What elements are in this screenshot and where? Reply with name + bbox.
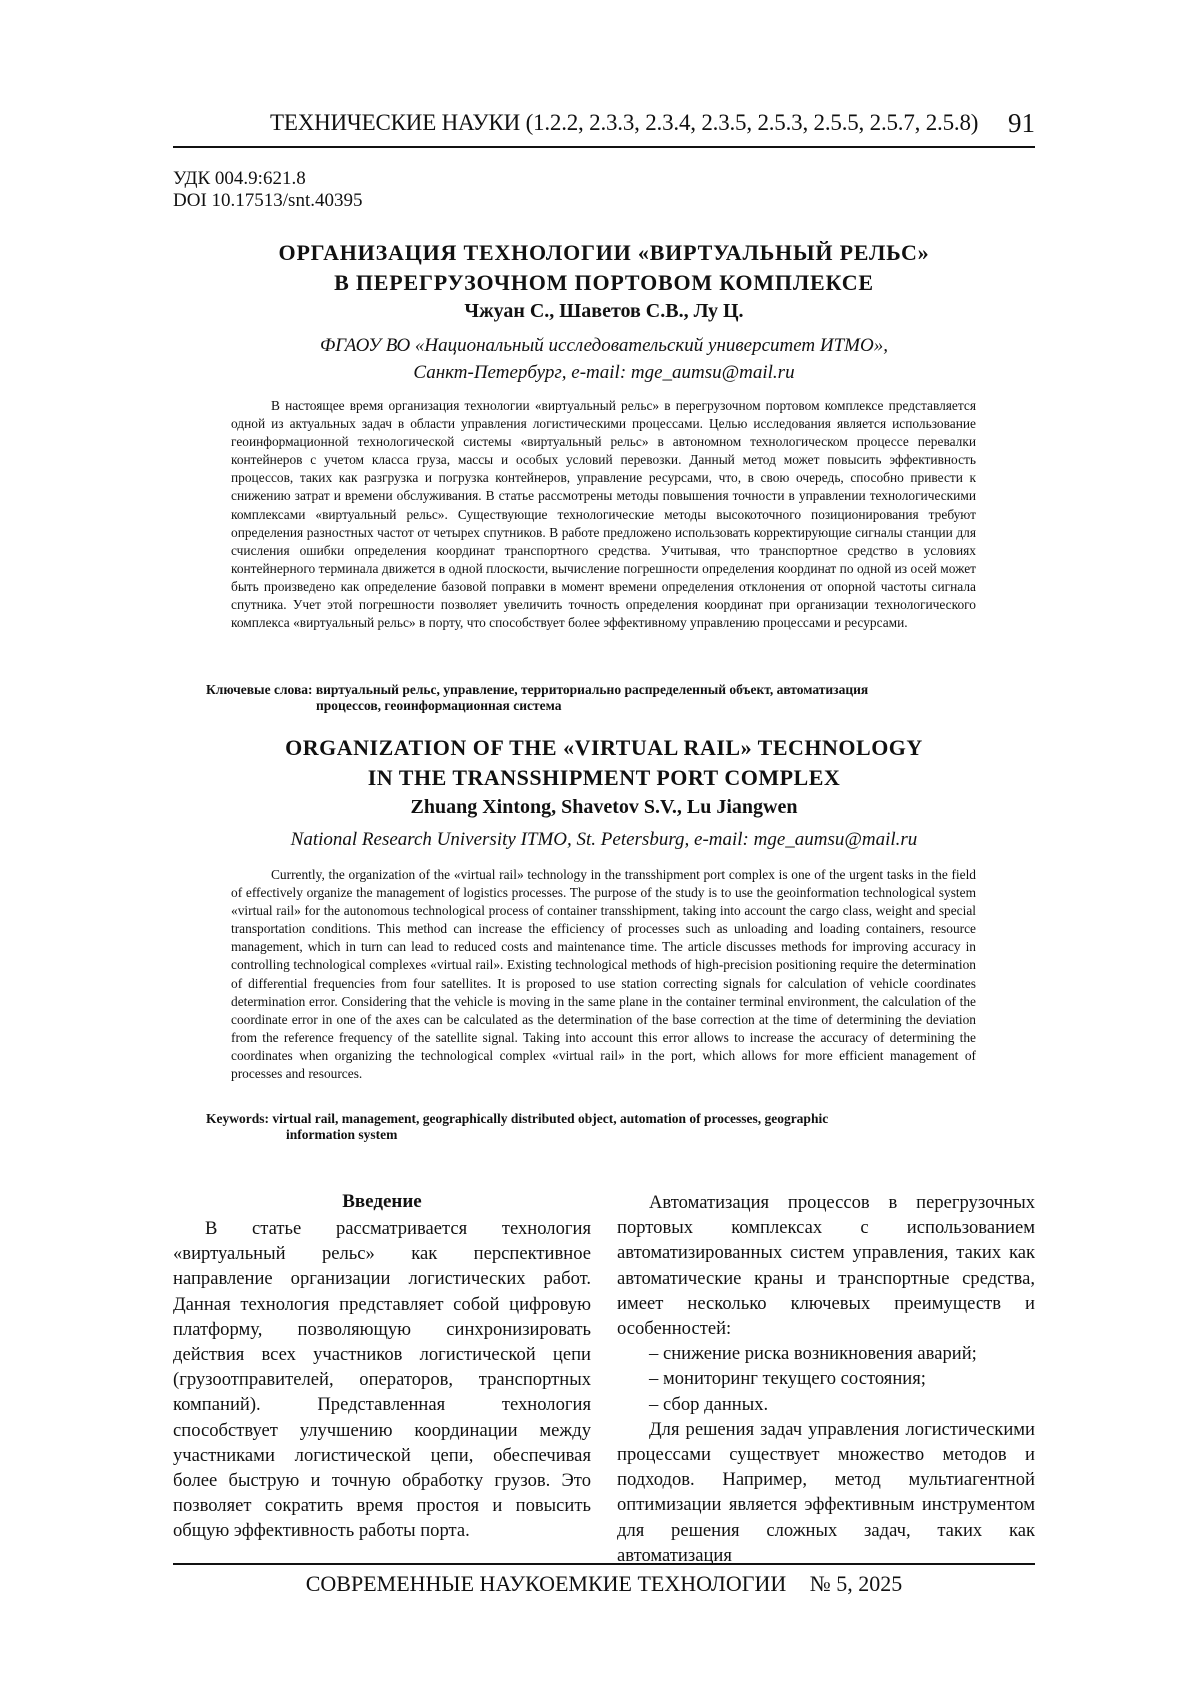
title-en-line1: ORGANIZATION OF THE «VIRTUAL RAIL» TECHNOLOGY (285, 735, 923, 760)
affiliation-ru-line2: Санкт-Петербург, e-mail: mge_aumsu@mail.ru (413, 362, 795, 383)
list-item: – мониторинг текущего состояния; (649, 1368, 926, 1390)
article-title-ru (173, 238, 1035, 298)
authors-en: Zhuang Xintong, Shavetov S.V., Lu Jiangwen (410, 796, 798, 818)
automation-paragraph: Автоматизация процессов в перегрузочных портовых комплексах с использованием автоматизированных систем управления, таких как автоматические краны и транспортные средства, имеет несколько ключевых преимуществ и особенностей: (617, 1192, 1035, 1340)
abstract-en: Currently, the organization of the «virtual rail» technology in the transshipment port complex is one of the urgent tasks in the field of effectively organize the management of logistics processes. The purpose of the study is to use the geoinformation technological system «virtual rail» for the autonomous technological process of container transshipment, taking into account the cargo class, weight and special transportation conditions. This method can increase the efficiency of processes such as unloading and loading containers, resource management, which in turn can lead to reduced costs and maintenance time. The article discusses methods for improving accuracy in controlling technological complexes «virtual rail». Existing technological methods of high-precision positioning require the determination of differential frequencies from four satellites. It is proposed to use station correcting signals for calculation of vehicle coordinates determination error. Considering that the vehicle is moving in the same plane in the container terminal environment, the calculation of the coordinate error in one of the axes can be calculated as the determination of the base correction at the time of determining the deviation from the reference frequency of the satellite signal. Taking into account this error allows to increase the accuracy of determining the coordinates when organizing the technological complex «virtual rail» in the port, which allows for more efficient management of processes and resources. (231, 867, 976, 1082)
abstract-ru: В настоящее время организация технологии «виртуальный рельс» в перегрузочном портовом комплексе представляется одной из актуальных задач в области управления логистическими процессами. Целью исследования является использование геоинформационной технологической системы «виртуальный рельс» в автономном технологическом процессе перевалки контейнеров с учетом класса груза, массы и особых условий перевозки. Данный метод может повысить эффективность процессов, таких как разгрузка и погрузка контейнеров, управление ресурсами, что, в свою очередь, способно привести к снижению затрат и времени обслуживания. В статье рассмотрены методы повышения точности в управлении технологическими комплексами «виртуальный рельс». Существующие технологические методы высокоточного позиционирования требуют определения разностных частот от четырех спутников. В работе предложено использовать корректирующие сигналы станции для счисления ошибки определения координат транспортного средства. Учитывая, что транспортное средство в условиях контейнерного терминала движется в одной плоскости, вычисление погрешности определения координат по одной из осей может быть произведено как определение базовой поправки в момент времени определения отклонения от опорной частоты сигнала спутника. Учет этой погрешности позволяет увеличить точность определения координат при организации технологического комплекса «виртуальный рельс» в порту, что способствует более эффективному управлению процессами и ресурсами. (231, 398, 976, 631)
article-identifiers (173, 168, 362, 212)
methods-paragraph: Для решения задач управления логистическими процессами существует множество методов и подходов. Например, метод мультиагентной оптимизации является эффективным инструментом для решения сложных задач, таких как автоматизация (617, 1418, 1035, 1566)
keywords-en (206, 1111, 1006, 1143)
title-en-line2: IN THE TRANSSHIPMENT PORT COMPLEX (367, 765, 841, 790)
journal-page (173, 0, 1035, 1697)
article-title-en (173, 733, 1035, 793)
body-column-left (173, 1190, 591, 1544)
body-column-right (617, 1190, 1035, 1568)
affiliation-en: National Research University ITMO, St. Petersburg, e-mail: mge_aumsu@mail.ru (290, 829, 918, 850)
advantages-list (617, 1341, 1035, 1417)
intro-paragraph: В статье рассматривается технология «виртуальный рельс» как перспективное направление организации логистических работ. Данная технология представляет собой цифровую платформу, позволяющую синхронизировать действия всех участников логистической цепи (грузоотправителей, операторов, транспортных компаний). Представленная технология способствует улучшению координации между участниками логистической цепи, обеспечивая более быструю и точную обработку грузов. Это позволяет сократить время простоя и повысить общую эффективность работы порта. (173, 1218, 591, 1542)
running-footer (173, 1563, 1035, 1597)
affiliation-ru-line1: ФГАОУ ВО «Национальный исследовательский университет ИТМО», (320, 335, 888, 356)
section-heading-intro: Введение (342, 1191, 422, 1212)
list-item: – снижение риска возникновения аварий; (649, 1343, 977, 1365)
authors-ru: Чжуан С., Шаветов С.В., Лу Ц. (464, 300, 744, 322)
keywords-ru-line2: процессов, геоинформационная система (316, 698, 562, 713)
keywords-ru (206, 682, 1006, 714)
journal-issue: № 5, 2025 (809, 1571, 903, 1596)
list-item: – сбор данных. (649, 1393, 769, 1415)
running-header-title: ТЕХНИЧЕСКИЕ НАУКИ (1.2.2, 2.3.3, 2.3.4, 2.3.5, 2.5.3, 2.5.5, 2.5.7, 2.5.8) (270, 110, 979, 135)
keywords-en-line1: Keywords: virtual rail, management, geographically distributed object, automation of processes, geographic (206, 1111, 829, 1126)
page-number: 91 (1008, 108, 1035, 138)
keywords-en-line2: information system (286, 1127, 398, 1142)
title-ru-line1: ОРГАНИЗАЦИЯ ТЕХНОЛОГИИ «ВИРТУАЛЬНЫЙ РЕЛЬС» (278, 240, 930, 265)
affiliation-ru (173, 332, 1035, 386)
udk-code: УДК 004.9:621.8 (173, 168, 306, 189)
doi-code: DOI 10.17513/snt.40395 (173, 190, 363, 211)
journal-name: СОВРЕМЕННЫЕ НАУКОЕМКИЕ ТЕХНОЛОГИИ (305, 1571, 787, 1596)
running-header (173, 108, 1035, 148)
title-ru-line2: В ПЕРЕГРУЗОЧНОМ ПОРТОВОМ КОМПЛЕКСЕ (334, 270, 874, 295)
keywords-ru-line1: Ключевые слова: виртуальный рельс, управление, территориально распределенный объект, автоматизация (206, 682, 869, 697)
